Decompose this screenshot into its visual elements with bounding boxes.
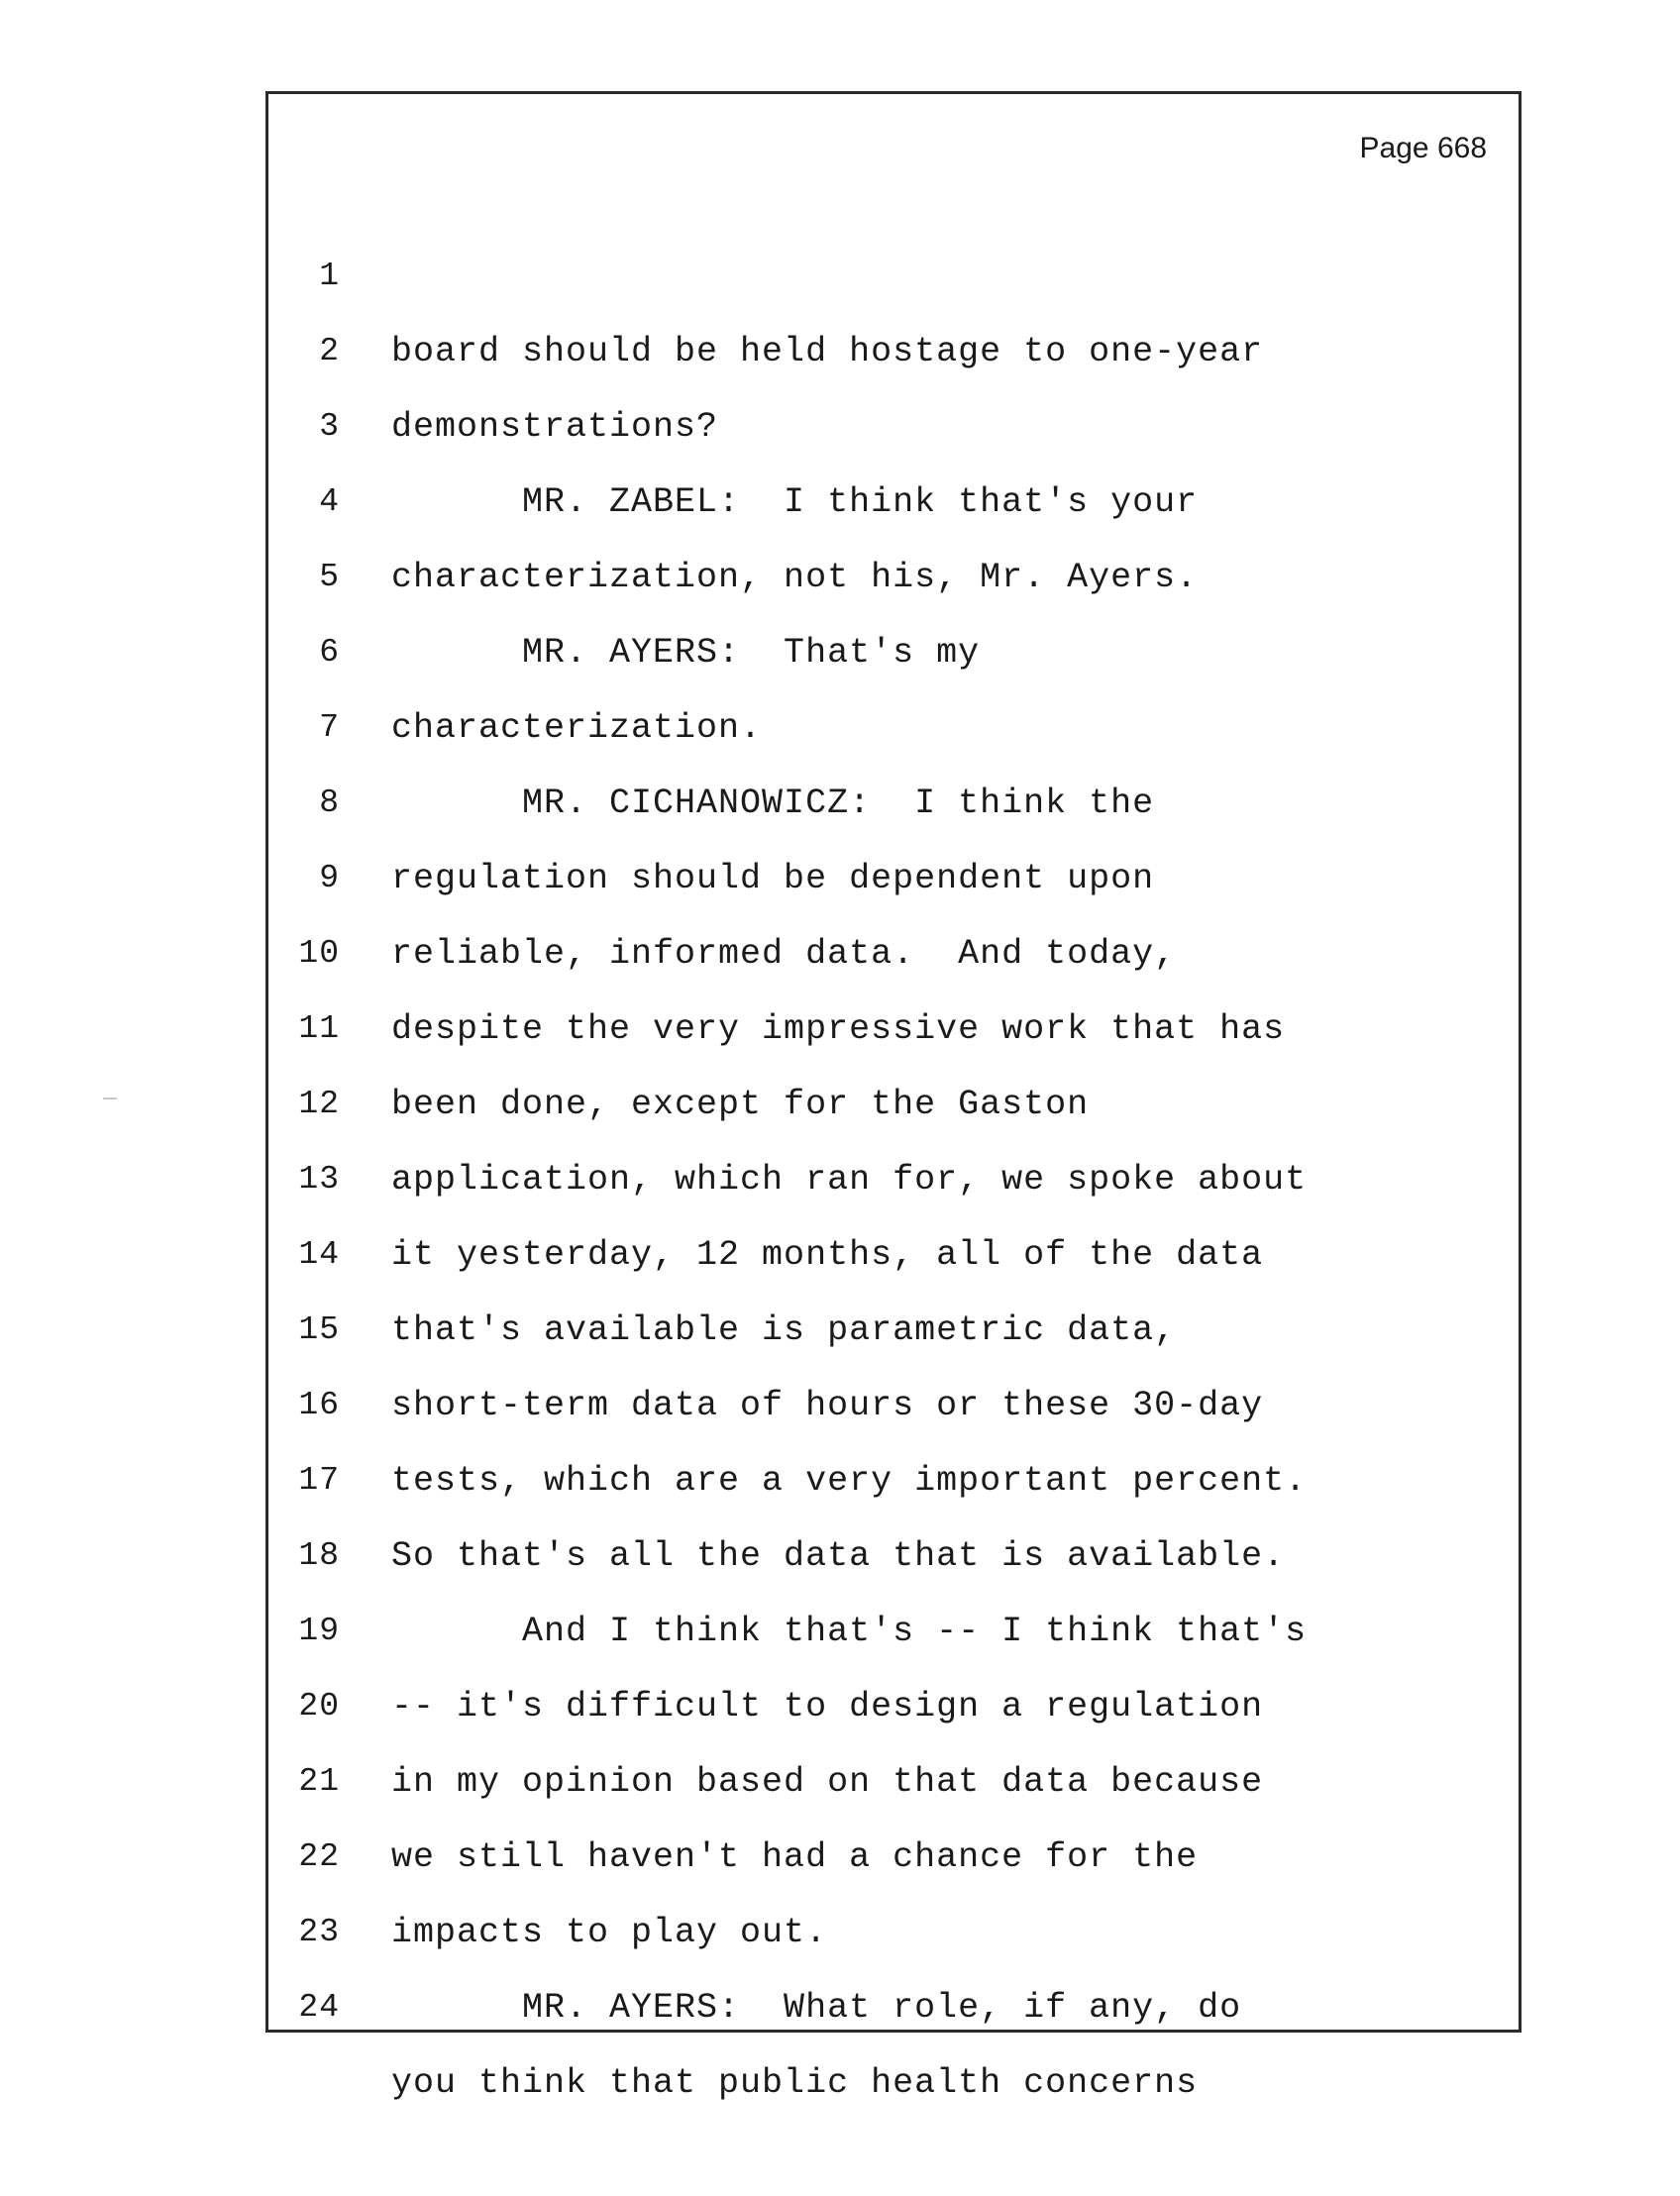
- line-text: So that's all the data that is available.: [391, 1536, 1286, 1576]
- line-number: 5: [319, 559, 340, 595]
- line-number: 18: [298, 1537, 340, 1574]
- line-number: 7: [319, 709, 340, 746]
- line-number: 15: [298, 1311, 340, 1348]
- line-text: you think that public health concerns: [391, 2063, 1199, 2103]
- line-text: tests, which are a very important percent.: [391, 1461, 1308, 1501]
- line-text: MR. AYERS: What role, if any, do: [391, 1988, 1242, 2028]
- line-text: it yesterday, 12 months, all of the data: [391, 1235, 1264, 1275]
- line-number: 16: [298, 1387, 340, 1423]
- line-number: 8: [319, 784, 340, 821]
- line-number: 1: [319, 258, 340, 294]
- line-number: 20: [298, 1688, 340, 1725]
- line-number: 22: [298, 1838, 340, 1875]
- line-text: we still haven't had a chance for the: [391, 1837, 1199, 1877]
- line-text: that's available is parametric data,: [391, 1310, 1177, 1350]
- line-number: 19: [298, 1613, 340, 1649]
- page-number: Page 668: [1359, 132, 1487, 164]
- line-number: 6: [319, 634, 340, 671]
- transcript-line-1: [268, 163, 1519, 371]
- line-text: been done, except for the Gaston: [391, 1085, 1090, 1124]
- line-number: 3: [319, 408, 340, 445]
- line-number: 21: [298, 1763, 340, 1800]
- line-text: short-term data of hours or these 30-day: [391, 1386, 1264, 1425]
- line-number: 23: [298, 1914, 340, 1950]
- line-number: 9: [319, 860, 340, 896]
- line-number: 13: [298, 1161, 340, 1198]
- line-text: despite the very impressive work that has: [391, 1009, 1286, 1049]
- line-text: MR. CICHANOWICZ: I think the: [391, 784, 1155, 823]
- line-text: MR. AYERS: That's my: [391, 633, 981, 673]
- transcript-body: [268, 163, 1519, 2103]
- line-text: MR. ZABEL: I think that's your: [391, 482, 1199, 522]
- line-text: in my opinion based on that data because: [391, 1762, 1264, 1802]
- line-number: 4: [319, 483, 340, 520]
- line-text: characterization.: [391, 708, 763, 748]
- transcript-page-frame: [265, 91, 1522, 2103]
- line-text: regulation should be dependent upon: [391, 859, 1155, 898]
- line-number: 10: [298, 935, 340, 972]
- line-number: 11: [298, 1010, 340, 1047]
- line-number: 24: [298, 1989, 340, 2026]
- line-text: -- it's difficult to design a regulation: [391, 1687, 1264, 1726]
- line-number: 2: [319, 333, 340, 369]
- line-text: board should be held hostage to one-year: [391, 332, 1264, 371]
- scan-artifact-mark: [103, 1098, 117, 1099]
- line-text: reliable, informed data. And today,: [391, 934, 1177, 974]
- line-text: demonstrations?: [391, 407, 719, 447]
- line-text: application, which ran for, we spoke about: [391, 1160, 1308, 1200]
- line-number: 14: [298, 1236, 340, 1273]
- line-text: And I think that's -- I think that's: [391, 1612, 1308, 1651]
- line-text: characterization, not his, Mr. Ayers.: [391, 558, 1199, 597]
- line-number: 12: [298, 1086, 340, 1122]
- line-number: 17: [298, 1462, 340, 1499]
- line-text: impacts to play out.: [391, 1913, 828, 1952]
